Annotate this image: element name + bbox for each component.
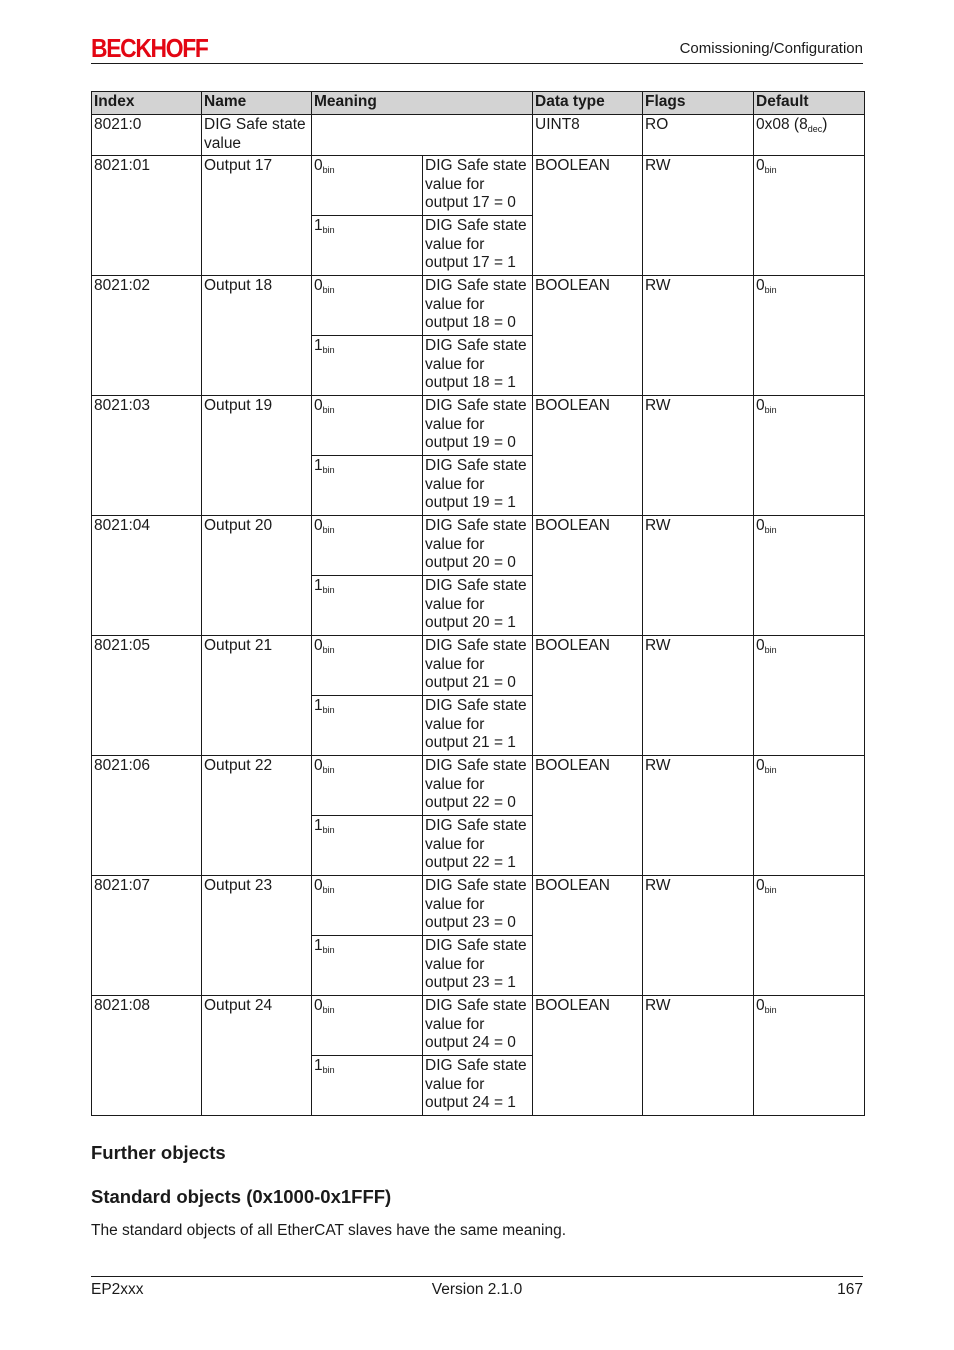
cell-name: Output 24 xyxy=(202,996,312,1116)
cell-default: $0_{bin}$ xyxy=(754,396,865,516)
cell-meaning-text: DIG Safe state value for output 17 = 0 xyxy=(423,156,533,216)
cell-data-type: BOOLEAN xyxy=(533,276,643,396)
col-header-meaning: Meaning xyxy=(312,92,533,115)
cell-meaning-text: DIG Safe state value for output 22 = 0 xyxy=(423,756,533,816)
cell-data-type: BOOLEAN xyxy=(533,876,643,996)
table-row xyxy=(92,396,865,456)
cell-data-type: BOOLEAN xyxy=(533,396,643,516)
cell-name: Output 18 xyxy=(202,276,312,396)
table-row xyxy=(92,115,865,156)
cell-meaning-text: DIG Safe state value for output 23 = 0 xyxy=(423,876,533,936)
cell-meaning-value: $1_{bin}$ xyxy=(312,696,423,756)
cell-meaning-text: DIG Safe state value for output 20 = 1 xyxy=(423,576,533,636)
cell-meaning-text: DIG Safe state value for output 21 = 0 xyxy=(423,636,533,696)
cell-meaning-value: $0_{bin}$ xyxy=(312,276,423,336)
cell-flags: RW xyxy=(643,636,754,756)
cell-data-type: BOOLEAN xyxy=(533,756,643,876)
cell-meaning-text: DIG Safe state value for output 24 = 1 xyxy=(423,1056,533,1116)
col-header-flags: Flags xyxy=(643,92,754,115)
col-header-default: Default xyxy=(754,92,865,115)
cell-flags: RW xyxy=(643,396,754,516)
table-row xyxy=(92,876,865,936)
cell-meaning-value: $0_{bin}$ xyxy=(312,156,423,216)
cell-meaning-text: DIG Safe state value for output 18 = 1 xyxy=(423,336,533,396)
table-row xyxy=(92,756,865,816)
cell-meaning-text: DIG Safe state value for output 23 = 1 xyxy=(423,936,533,996)
cell-name: Output 23 xyxy=(202,876,312,996)
cell-name: Output 20 xyxy=(202,516,312,636)
cell-meaning-text: DIG Safe state value for output 19 = 1 xyxy=(423,456,533,516)
cell-meaning-text: DIG Safe state value for output 19 = 0 xyxy=(423,396,533,456)
table-row xyxy=(92,996,865,1056)
cell-meaning-value: $0_{bin}$ xyxy=(312,516,423,576)
body-paragraph: The standard objects of all EtherCAT slaves have the same meaning. xyxy=(91,1222,567,1239)
cell-meaning-value: $1_{bin}$ xyxy=(312,936,423,996)
cell-flags: RW xyxy=(643,756,754,876)
cell-index: 8021:07 xyxy=(92,876,202,996)
footer-product: EP2xxx xyxy=(91,1281,144,1298)
col-header-data-type: Data type xyxy=(533,92,643,115)
footer-divider xyxy=(91,1276,863,1277)
cell-name: Output 22 xyxy=(202,756,312,876)
cell-meaning-text: DIG Safe state value for output 18 = 0 xyxy=(423,276,533,336)
heading-further-objects: Further objects xyxy=(91,1142,226,1163)
cell-default: $0_{bin}$ xyxy=(754,156,865,276)
table-row xyxy=(92,156,865,216)
cell-meaning-text: DIG Safe state value for output 17 = 1 xyxy=(423,216,533,276)
cell-index: 8021:02 xyxy=(92,276,202,396)
cell-data-type: BOOLEAN xyxy=(533,996,643,1116)
section-title: Comissioning/Configuration xyxy=(679,40,863,57)
cell-name: Output 21 xyxy=(202,636,312,756)
cell-meaning-value: $0_{bin}$ xyxy=(312,636,423,696)
cell-meaning-value: $1_{bin}$ xyxy=(312,1056,423,1116)
cell-flags: RW xyxy=(643,876,754,996)
header-divider xyxy=(91,63,863,64)
cell-meaning-value: $1_{bin}$ xyxy=(312,576,423,636)
cell-data-type: BOOLEAN xyxy=(533,636,643,756)
cell-index: 8021:0 xyxy=(92,115,202,156)
cell-default: $0_{bin}$ xyxy=(754,756,865,876)
cell-flags: RW xyxy=(643,996,754,1116)
cell-index: 8021:04 xyxy=(92,516,202,636)
cell-meaning-value: $0_{bin}$ xyxy=(312,756,423,816)
cell-meaning-value: $1_{bin}$ xyxy=(312,336,423,396)
object-table xyxy=(91,91,865,1116)
cell-meaning xyxy=(312,115,533,156)
cell-default: $0_{bin}$ xyxy=(754,516,865,636)
cell-index: 8021:01 xyxy=(92,156,202,276)
cell-flags: RW xyxy=(643,516,754,636)
cell-meaning-text: DIG Safe state value for output 21 = 1 xyxy=(423,696,533,756)
cell-name: Output 19 xyxy=(202,396,312,516)
cell-meaning-value: $1_{bin}$ xyxy=(312,216,423,276)
cell-meaning-text: DIG Safe state value for output 24 = 0 xyxy=(423,996,533,1056)
cell-meaning-text: DIG Safe state value for output 20 = 0 xyxy=(423,516,533,576)
table-row xyxy=(92,516,865,576)
table-row xyxy=(92,276,865,336)
table-header-row xyxy=(92,92,865,115)
cell-index: 8021:03 xyxy=(92,396,202,516)
cell-meaning-value: $0_{bin}$ xyxy=(312,876,423,936)
cell-data-type: BOOLEAN xyxy=(533,156,643,276)
cell-meaning-value: $1_{bin}$ xyxy=(312,816,423,876)
col-header-index: Index xyxy=(92,92,202,115)
cell-name: Output 17 xyxy=(202,156,312,276)
cell-flags: RO xyxy=(643,115,754,156)
cell-default: $0_{bin}$ xyxy=(754,276,865,396)
cell-flags: RW xyxy=(643,276,754,396)
cell-data-type: BOOLEAN xyxy=(533,516,643,636)
cell-meaning-value: $0_{bin}$ xyxy=(312,396,423,456)
footer-page-number: 167 xyxy=(837,1281,863,1298)
heading-standard-objects: Standard objects (0x1000-0x1FFF) xyxy=(91,1186,392,1207)
cell-data-type: UINT8 xyxy=(533,115,643,156)
cell-meaning-value: $1_{bin}$ xyxy=(312,456,423,516)
beckhoff-logo: BECKHOFF xyxy=(91,33,208,63)
cell-meaning-text: DIG Safe state value for output 22 = 1 xyxy=(423,816,533,876)
col-header-name: Name xyxy=(202,92,312,115)
cell-index: 8021:05 xyxy=(92,636,202,756)
cell-meaning-value: $0_{bin}$ xyxy=(312,996,423,1056)
cell-name: DIG Safe state value xyxy=(202,115,312,156)
footer-version: Version 2.1.0 xyxy=(431,1281,523,1298)
cell-index: 8021:06 xyxy=(92,756,202,876)
cell-default: $0_{bin}$ xyxy=(754,876,865,996)
table-row xyxy=(92,636,865,696)
cell-default: 0x08 $(8_{dec})$ xyxy=(754,115,865,156)
cell-flags: RW xyxy=(643,156,754,276)
cell-index: 8021:08 xyxy=(92,996,202,1116)
cell-default: $0_{bin}$ xyxy=(754,996,865,1116)
cell-default: $0_{bin}$ xyxy=(754,636,865,756)
